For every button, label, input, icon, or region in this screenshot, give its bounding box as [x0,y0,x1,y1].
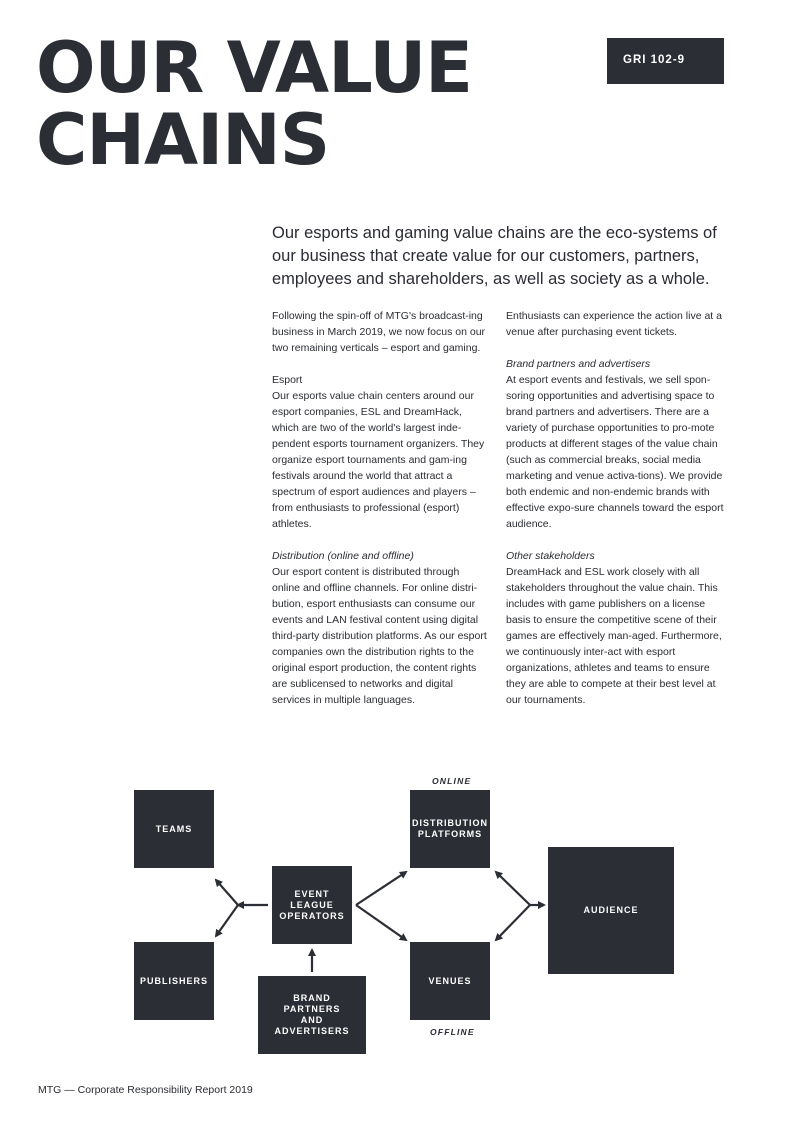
esport-heading: Esport [272,374,303,386]
event-label-1: EVENT [294,888,330,899]
value-chain-diagram [0,770,800,1060]
arrow-to-distribution-from-audience [496,872,530,905]
page-title-line-2: CHAINS [36,99,330,181]
other-stakeholders-heading: Other stakeholders [506,550,595,562]
brand-partners-heading: Brand partners and advertisers [506,358,651,370]
diagram-arrows [0,770,800,1060]
paragraph-spin-off: Following the spin-off of MTG's broadcast-ing business in March 2019, we now focus on our two remaining verticals – esport and gaming. [272,310,486,354]
arrow-to-publishers [216,905,238,936]
distribution-label-1: DISTRIBUTION [412,818,488,828]
text-column-left [272,308,490,724]
brand-partners-box [258,976,366,1054]
teams-box [134,790,214,868]
distribution-heading: Distribution (online and offline) [272,550,414,562]
section-brand-partners [506,356,724,532]
section-distribution [272,548,490,708]
teams-label: TEAMS [155,823,193,834]
event-label-2: LEAGUE [290,899,334,910]
page-title-line-1: OUR VALUE [36,27,472,109]
enthusiasts-paragraph: Enthusiasts can experience the action live at a venue after purchasing event tickets. [506,310,722,338]
brand-label-3: AND [300,1015,324,1025]
intro-paragraph: Our esports and gaming value chains are the eco-systems of our business that create value for our customers, partners, employees and shareholders, as well as society as a whole. [272,224,717,288]
arrow-to-venues [356,905,406,940]
event-operators-box [272,866,352,944]
page-title [36,27,472,181]
arrow-to-venues-from-audience [496,905,530,940]
audience-label: AUDIENCE [583,905,639,915]
publishers-box [134,942,214,1020]
audience-box [548,847,674,974]
publishers-label: PUBLISHERS [139,975,208,986]
event-label-3: OPERATORS [279,910,345,921]
esport-paragraph: Our esports value chain centers around our esport companies, ESL and DreamHack, which are two of the world's largest inde-pendent esports tournament organizers. They organize esport tournaments and gam-ing festivals around the world that attract a spectrum of esport audiences and players – from enthusiasts to professional (esport) athletes. [272,390,485,530]
online-label: ONLINE [432,776,472,786]
arrow-to-distribution [356,872,406,905]
distribution-platforms-box [410,790,490,868]
distribution-label-2: PLATFORMS [417,829,483,839]
page-footer: MTG — Corporate Responsibility Report 2019 [38,1084,253,1096]
distribution-paragraph: Our esport content is distributed through online and offline channels. For online distri-bution, esport enthusiasts can consume our events and LAN festival content using digital third-party distribution platforms. As our esport companies own the distribution rights to the original esport production, the content rights are sublicensed to networks and digital services in multiple languages. [272,566,487,706]
gri-badge: GRI 102-9 [607,38,724,84]
brand-partners-paragraph: At esport events and festivals, we sell spon-soring opportunities and advertising space to brand partners and advertisers. There are a variety of purchase opportunities to pro-mote products at different stages of the value chain (such as commercial breaks, social media marketing and venue activa-tions). We provide both endemic and non-endemic brands with effective expo-sure channels toward the esport audience. [506,374,724,530]
other-stakeholders-paragraph: DreamHack and ESL work closely with all stakeholders throughout the value chain. This includes with game publishers on a license basis to ensure the competitive scene of their games are effectively man-aged. Furthermore, we continuously inter-act with esport organizations, athletes and teams to ensure they are able to compete at their best level at our tournaments. [506,566,722,706]
section-esport [272,372,490,532]
brand-label-2: PARTNERS [283,1004,341,1014]
venues-box [410,942,490,1020]
section-other-stakeholders [506,548,724,708]
venues-label: VENUES [428,975,472,986]
text-column-right [506,308,724,724]
brand-label-1: BRAND [293,993,331,1003]
arrow-to-teams [216,880,238,905]
brand-label-4: ADVERTISERS [274,1026,350,1036]
offline-label: OFFLINE [430,1027,475,1037]
